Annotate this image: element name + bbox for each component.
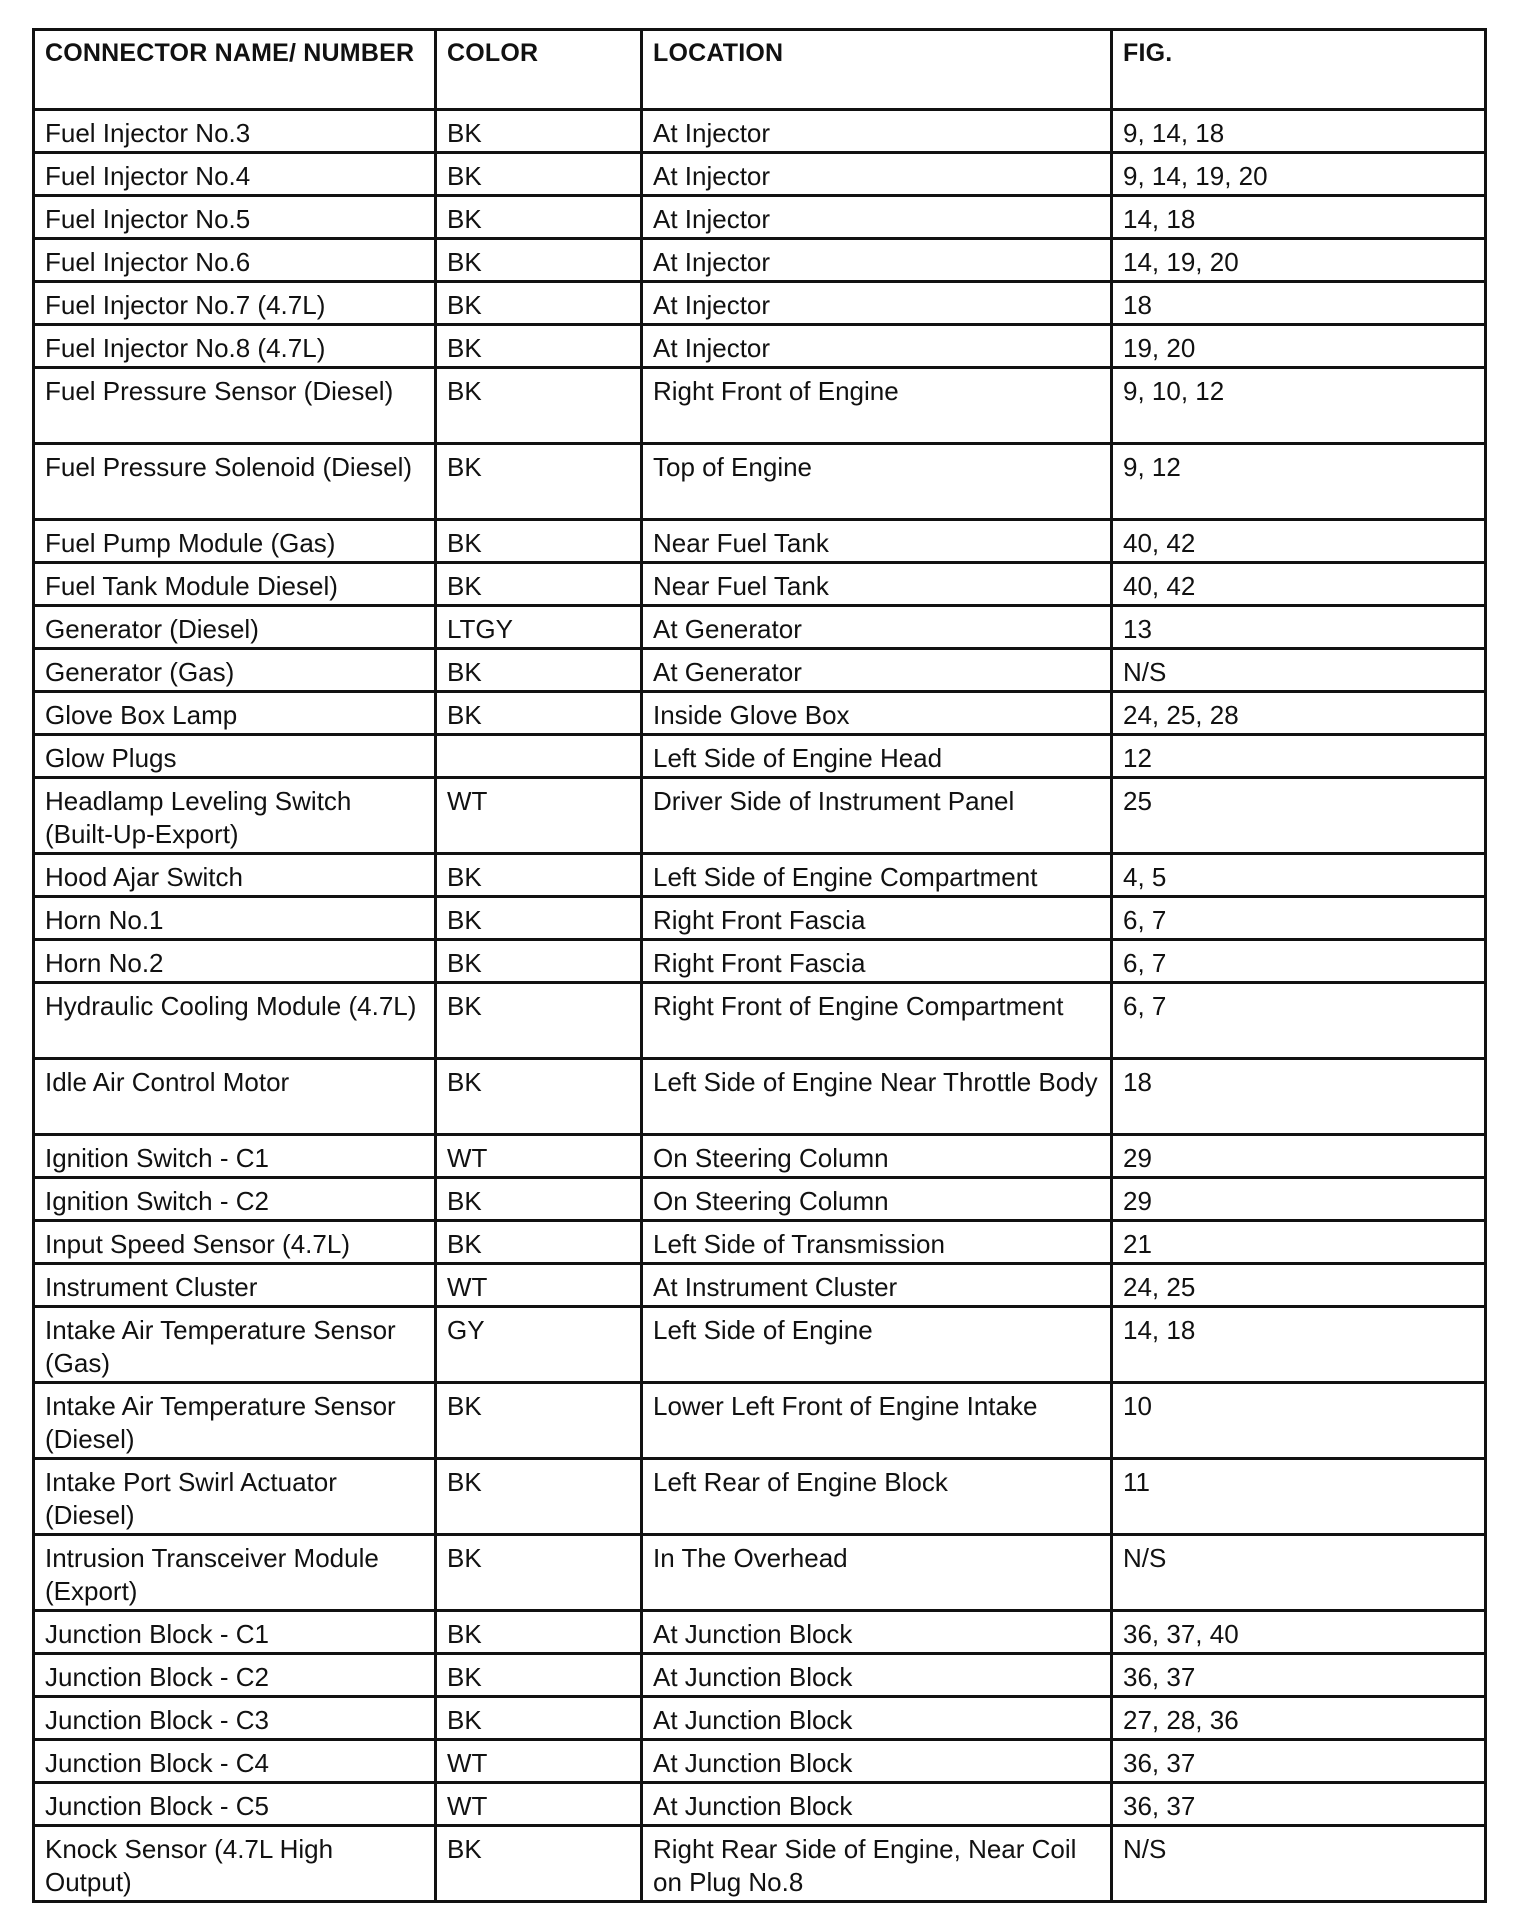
cell-color: BK	[436, 1059, 642, 1135]
cell-color: GY	[436, 1307, 642, 1383]
cell-fig: 9, 12	[1112, 444, 1486, 520]
table-row	[34, 1307, 1486, 1383]
table-row	[34, 1654, 1486, 1697]
cell-color: BK	[436, 1383, 642, 1459]
cell-color: BK	[436, 983, 642, 1059]
table-row	[34, 1178, 1486, 1221]
cell-fig: 24, 25, 28	[1112, 692, 1486, 735]
table-row	[34, 1059, 1486, 1135]
table-row	[34, 692, 1486, 735]
cell-location: Right Rear Side of Engine, Near Coil on Plug No.8	[642, 1826, 1112, 1902]
cell-location: Right Front of Engine	[642, 368, 1112, 444]
cell-fig: 29	[1112, 1135, 1486, 1178]
cell-color: BK	[436, 1459, 642, 1535]
table-row	[34, 1611, 1486, 1654]
cell-location: Left Side of Engine Compartment	[642, 854, 1112, 897]
header-fig: FIG.	[1112, 30, 1486, 110]
cell-location: On Steering Column	[642, 1178, 1112, 1221]
cell-connector-name: Fuel Injector No.5	[34, 196, 436, 239]
cell-fig: 9, 14, 19, 20	[1112, 153, 1486, 196]
table-row	[34, 606, 1486, 649]
cell-connector-name: Horn No.2	[34, 940, 436, 983]
cell-color: BK	[436, 325, 642, 368]
cell-connector-name: Fuel Injector No.3	[34, 110, 436, 153]
cell-color: BK	[436, 649, 642, 692]
cell-location: At Injector	[642, 239, 1112, 282]
table-row	[34, 1383, 1486, 1459]
cell-color: BK	[436, 692, 642, 735]
cell-location: Near Fuel Tank	[642, 563, 1112, 606]
cell-fig: 36, 37	[1112, 1783, 1486, 1826]
cell-connector-name: Fuel Pump Module (Gas)	[34, 520, 436, 563]
cell-fig: 36, 37, 40	[1112, 1611, 1486, 1654]
cell-color: WT	[436, 1135, 642, 1178]
cell-location: At Junction Block	[642, 1611, 1112, 1654]
cell-fig: 13	[1112, 606, 1486, 649]
cell-color: BK	[436, 1221, 642, 1264]
cell-location: At Injector	[642, 153, 1112, 196]
cell-fig: N/S	[1112, 1826, 1486, 1902]
table-row	[34, 1221, 1486, 1264]
cell-location: Left Side of Transmission	[642, 1221, 1112, 1264]
table-row	[34, 940, 1486, 983]
table-row	[34, 735, 1486, 778]
cell-location: Right Front Fascia	[642, 897, 1112, 940]
cell-fig: 36, 37	[1112, 1740, 1486, 1783]
cell-fig: 24, 25	[1112, 1264, 1486, 1307]
cell-color: BK	[436, 239, 642, 282]
cell-connector-name: Hydraulic Cooling Module (4.7L)	[34, 983, 436, 1059]
cell-color: WT	[436, 1783, 642, 1826]
cell-fig: 14, 18	[1112, 196, 1486, 239]
cell-color: BK	[436, 1826, 642, 1902]
cell-fig: 25	[1112, 778, 1486, 854]
table-row	[34, 325, 1486, 368]
cell-location: At Junction Block	[642, 1654, 1112, 1697]
cell-fig: 12	[1112, 735, 1486, 778]
cell-color: BK	[436, 110, 642, 153]
cell-color: BK	[436, 1178, 642, 1221]
table-row	[34, 897, 1486, 940]
table-row	[34, 649, 1486, 692]
cell-fig: 19, 20	[1112, 325, 1486, 368]
cell-location: At Injector	[642, 110, 1112, 153]
cell-connector-name: Junction Block - C3	[34, 1697, 436, 1740]
cell-fig: 6, 7	[1112, 897, 1486, 940]
table-row	[34, 1697, 1486, 1740]
cell-location: At Generator	[642, 606, 1112, 649]
cell-location: At Junction Block	[642, 1740, 1112, 1783]
cell-color: BK	[436, 368, 642, 444]
cell-fig: 21	[1112, 1221, 1486, 1264]
cell-connector-name: Glove Box Lamp	[34, 692, 436, 735]
table-row	[34, 282, 1486, 325]
cell-connector-name: Fuel Pressure Sensor (Diesel)	[34, 368, 436, 444]
cell-fig: 40, 42	[1112, 563, 1486, 606]
cell-connector-name: Ignition Switch - C2	[34, 1178, 436, 1221]
table-row	[34, 239, 1486, 282]
cell-color: BK	[436, 444, 642, 520]
connector-table	[32, 28, 1487, 1903]
cell-fig: 6, 7	[1112, 940, 1486, 983]
cell-fig: 9, 14, 18	[1112, 110, 1486, 153]
cell-connector-name: Junction Block - C2	[34, 1654, 436, 1697]
cell-fig: 36, 37	[1112, 1654, 1486, 1697]
cell-color: BK	[436, 854, 642, 897]
table-row	[34, 1826, 1486, 1902]
cell-connector-name: Fuel Injector No.6	[34, 239, 436, 282]
cell-fig: 14, 19, 20	[1112, 239, 1486, 282]
cell-color: BK	[436, 563, 642, 606]
cell-color: BK	[436, 1535, 642, 1611]
table-row	[34, 1783, 1486, 1826]
cell-color: BK	[436, 897, 642, 940]
cell-connector-name: Fuel Injector No.4	[34, 153, 436, 196]
cell-connector-name: Horn No.1	[34, 897, 436, 940]
cell-location: Inside Glove Box	[642, 692, 1112, 735]
table-row	[34, 368, 1486, 444]
cell-connector-name: Fuel Tank Module Diesel)	[34, 563, 436, 606]
table-row	[34, 110, 1486, 153]
cell-location: Near Fuel Tank	[642, 520, 1112, 563]
cell-connector-name: Intake Air Temperature Sensor (Gas)	[34, 1307, 436, 1383]
cell-fig: N/S	[1112, 649, 1486, 692]
cell-location: At Junction Block	[642, 1697, 1112, 1740]
cell-location: At Generator	[642, 649, 1112, 692]
cell-color: BK	[436, 1611, 642, 1654]
cell-connector-name: Knock Sensor (4.7L High Output)	[34, 1826, 436, 1902]
cell-connector-name: Junction Block - C5	[34, 1783, 436, 1826]
cell-color: BK	[436, 153, 642, 196]
cell-location: On Steering Column	[642, 1135, 1112, 1178]
table-row	[34, 196, 1486, 239]
cell-color: BK	[436, 282, 642, 325]
cell-connector-name: Generator (Gas)	[34, 649, 436, 692]
header-location: LOCATION	[642, 30, 1112, 110]
cell-connector-name: Ignition Switch - C1	[34, 1135, 436, 1178]
table-row	[34, 1135, 1486, 1178]
cell-connector-name: Fuel Pressure Solenoid (Diesel)	[34, 444, 436, 520]
cell-location: Lower Left Front of Engine Intake	[642, 1383, 1112, 1459]
cell-location: Right Front of Engine Compartment	[642, 983, 1112, 1059]
cell-color: BK	[436, 1697, 642, 1740]
cell-color: BK	[436, 520, 642, 563]
cell-location: Top of Engine	[642, 444, 1112, 520]
table-row	[34, 1264, 1486, 1307]
table-row	[34, 520, 1486, 563]
header-row	[34, 30, 1486, 110]
cell-fig: 14, 18	[1112, 1307, 1486, 1383]
table-row	[34, 1535, 1486, 1611]
cell-color: WT	[436, 1264, 642, 1307]
table-row	[34, 563, 1486, 606]
cell-location: In The Overhead	[642, 1535, 1112, 1611]
cell-connector-name: Intrusion Transceiver Module (Export)	[34, 1535, 436, 1611]
cell-connector-name: Input Speed Sensor (4.7L)	[34, 1221, 436, 1264]
cell-connector-name: Junction Block - C1	[34, 1611, 436, 1654]
cell-connector-name: Headlamp Leveling Switch (Built-Up-Export)	[34, 778, 436, 854]
cell-location: Left Side of Engine Near Throttle Body	[642, 1059, 1112, 1135]
cell-color: WT	[436, 778, 642, 854]
table-body	[34, 110, 1486, 1902]
cell-connector-name: Intake Air Temperature Sensor (Diesel)	[34, 1383, 436, 1459]
cell-connector-name: Idle Air Control Motor	[34, 1059, 436, 1135]
cell-fig: 6, 7	[1112, 983, 1486, 1059]
cell-location: At Injector	[642, 325, 1112, 368]
cell-connector-name: Generator (Diesel)	[34, 606, 436, 649]
cell-fig: 4, 5	[1112, 854, 1486, 897]
cell-connector-name: Glow Plugs	[34, 735, 436, 778]
cell-fig: 18	[1112, 1059, 1486, 1135]
table-row	[34, 1459, 1486, 1535]
cell-location: At Junction Block	[642, 1783, 1112, 1826]
header-color: COLOR	[436, 30, 642, 110]
table-row	[34, 778, 1486, 854]
cell-connector-name: Junction Block - C4	[34, 1740, 436, 1783]
cell-location: Left Side of Engine	[642, 1307, 1112, 1383]
cell-fig: 9, 10, 12	[1112, 368, 1486, 444]
cell-fig: 18	[1112, 282, 1486, 325]
cell-fig: 40, 42	[1112, 520, 1486, 563]
cell-connector-name: Intake Port Swirl Actuator (Diesel)	[34, 1459, 436, 1535]
cell-connector-name: Hood Ajar Switch	[34, 854, 436, 897]
cell-color: BK	[436, 1654, 642, 1697]
cell-color: BK	[436, 196, 642, 239]
cell-location: Driver Side of Instrument Panel	[642, 778, 1112, 854]
table-row	[34, 854, 1486, 897]
cell-color: LTGY	[436, 606, 642, 649]
cell-location: Left Rear of Engine Block	[642, 1459, 1112, 1535]
cell-location: Right Front Fascia	[642, 940, 1112, 983]
table-row	[34, 444, 1486, 520]
header-connector-name: CONNECTOR NAME/ NUMBER	[34, 30, 436, 110]
cell-fig: 29	[1112, 1178, 1486, 1221]
cell-location: Left Side of Engine Head	[642, 735, 1112, 778]
cell-connector-name: Fuel Injector No.8 (4.7L)	[34, 325, 436, 368]
cell-fig: 10	[1112, 1383, 1486, 1459]
table-row	[34, 1740, 1486, 1783]
cell-color: WT	[436, 1740, 642, 1783]
table-row	[34, 983, 1486, 1059]
cell-connector-name: Fuel Injector No.7 (4.7L)	[34, 282, 436, 325]
cell-color	[436, 735, 642, 778]
table-header	[34, 30, 1486, 110]
table-row	[34, 153, 1486, 196]
cell-location: At Injector	[642, 282, 1112, 325]
cell-fig: 27, 28, 36	[1112, 1697, 1486, 1740]
cell-location: At Instrument Cluster	[642, 1264, 1112, 1307]
cell-color: BK	[436, 940, 642, 983]
cell-location: At Injector	[642, 196, 1112, 239]
cell-fig: N/S	[1112, 1535, 1486, 1611]
cell-fig: 11	[1112, 1459, 1486, 1535]
cell-connector-name: Instrument Cluster	[34, 1264, 436, 1307]
